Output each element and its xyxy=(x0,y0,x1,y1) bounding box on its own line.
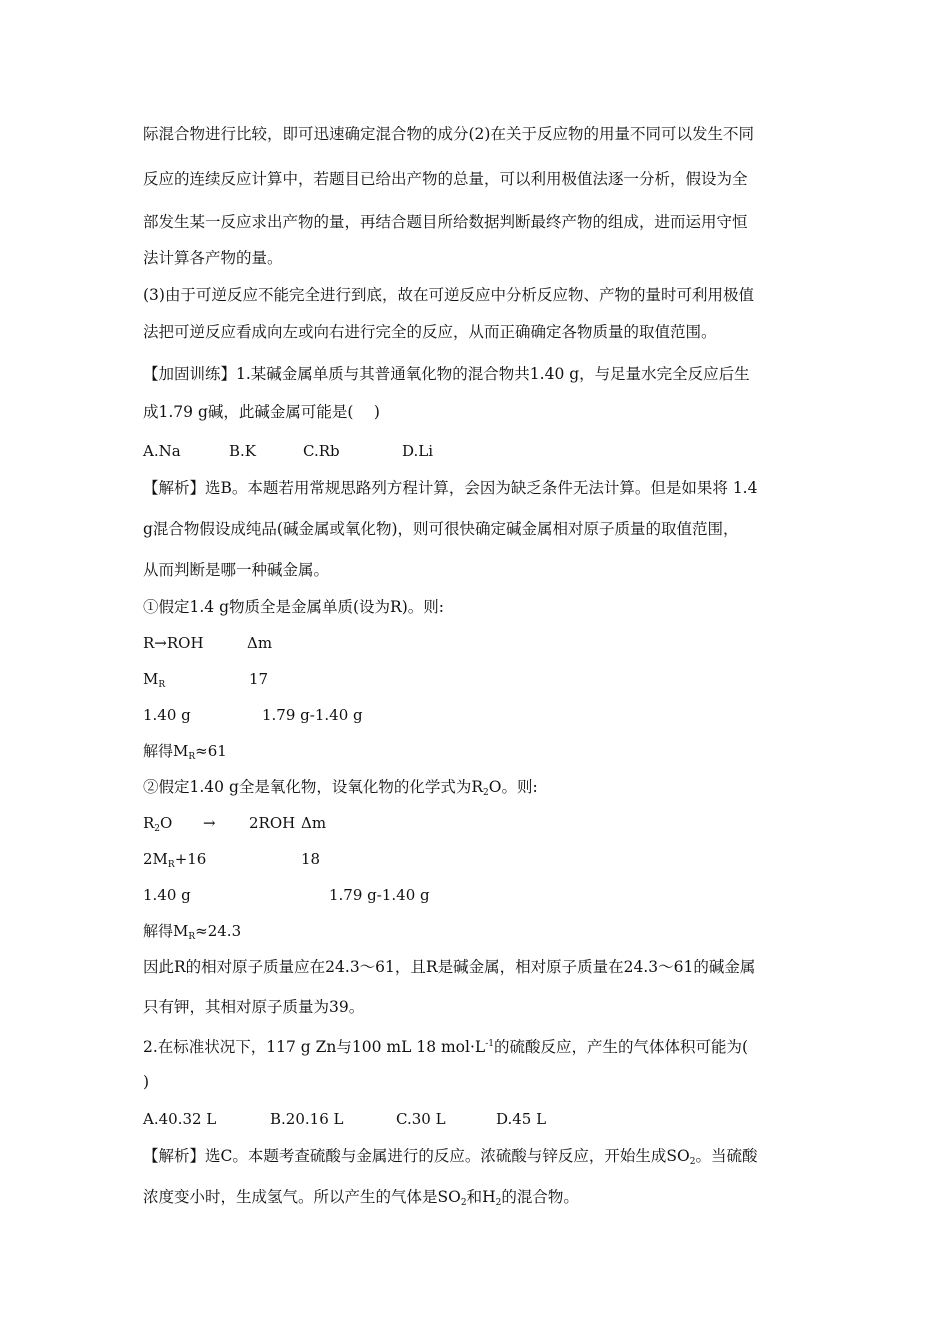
question-2-stem: 2.在标准状况下，117 g Zn与100 mL 18 $mol\cdot L^{-1}$的硫酸反应，产生的气体体积可能为( xyxy=(143,1038,749,1056)
case-1-reaction: R→ROH xyxy=(143,634,204,652)
case-2-mass: 1.40 g xyxy=(143,886,191,904)
conclusion-line: 因此R的相对原子质量应在24.3～61，且R是碱金属，相对原子质量在24.3～61的碱金属 xyxy=(143,958,756,976)
analysis-line: g混合物假设成纯品(碱金属或氧化物)，则可很快确定碱金属相对原子质量的取值范围， xyxy=(143,520,739,538)
question-2-stem: ) xyxy=(143,1073,150,1091)
option-b: B.K xyxy=(229,442,256,460)
option-a: A.Na xyxy=(143,442,181,460)
paragraph-line: (3)由于可逆反应不能完全进行到底，故在可逆反应中分析反应物、产物的量时可利用极值 xyxy=(143,286,754,304)
analysis-line: 从而判断是哪一种碱金属。 xyxy=(143,561,330,579)
case-1-mr: $M_R$ xyxy=(143,670,166,690)
analysis-line: 【解析】选B。本题若用常规思路列方程计算，会因为缺乏条件无法计算。但是如果将 1.4 xyxy=(143,479,758,497)
case-2-result: 解得$M_R\approx 24.3$ xyxy=(143,922,242,942)
case-1-delta: Δm xyxy=(247,634,273,652)
paragraph-line: 法把可逆反应看成向左或向右进行完全的反应，从而正确确定各物质量的取值范围。 xyxy=(143,323,717,341)
question-1-stem: 【加固训练】1.某碱金属单质与其普通氧化物的混合物共1.40 g，与足量水完全反应后生 xyxy=(143,365,750,383)
case-1-mr-value: 17 xyxy=(249,670,269,688)
case-2-mr: $2M_R+16$ xyxy=(143,850,207,870)
arrow-icon: → xyxy=(203,814,216,832)
case-2-r2o: $R_2O$ xyxy=(143,814,173,834)
case-2-mr-value: 18 xyxy=(301,850,321,868)
paragraph-line: 法计算各产物的量。 xyxy=(143,249,283,267)
option-a: A.40.32 L xyxy=(143,1110,217,1128)
case-1-mass-diff: 1.79 g-1.40 g xyxy=(262,706,363,724)
analysis-line: 浓度变小时，生成氢气。所以产生的气体是$SO_2$和$H_2$的混合物。 xyxy=(143,1188,579,1208)
case-2-delta: Δm xyxy=(301,814,327,832)
case-2-intro: ②假定1.40 g全是氧化物，设氧化物的化学式为$R_2O$。则: xyxy=(143,778,538,798)
option-d: D.45 L xyxy=(496,1110,547,1128)
question-1-stem: 成1.79 g碱，此碱金属可能是( ) xyxy=(143,403,380,421)
case-1-mass: 1.40 g xyxy=(143,706,191,724)
case-2-product: 2ROH xyxy=(249,814,296,832)
option-d: D.Li xyxy=(402,442,434,460)
paragraph-line: 反应的连续反应计算中，若题目已给出产物的总量，可以利用极值法逐一分析，假设为全 xyxy=(143,170,748,188)
paragraph-line: 部发生某一反应求出产物的量，再结合题目所给数据判断最终产物的组成，进而运用守恒 xyxy=(143,213,748,231)
option-c: C.Rb xyxy=(303,442,340,460)
case-1-intro: ①假定1.4 g物质全是金属单质(设为R)。则: xyxy=(143,598,444,616)
case-2-mass-diff: 1.79 g-1.40 g xyxy=(329,886,430,904)
paragraph-line: 际混合物进行比较，即可迅速确定混合物的成分(2)在关于反应物的用量不同可以发生不同 xyxy=(143,125,754,143)
option-c: C.30 L xyxy=(396,1110,446,1128)
conclusion-line: 只有钾，其相对原子质量为39。 xyxy=(143,998,365,1016)
option-b: B.20.16 L xyxy=(270,1110,344,1128)
analysis-line: 【解析】选C。本题考查硫酸与金属进行的反应。浓硫酸与锌反应，开始生成$SO_2$。当硫酸 xyxy=(143,1147,758,1167)
case-1-result: 解得$M_R\approx 61$ xyxy=(143,742,227,762)
